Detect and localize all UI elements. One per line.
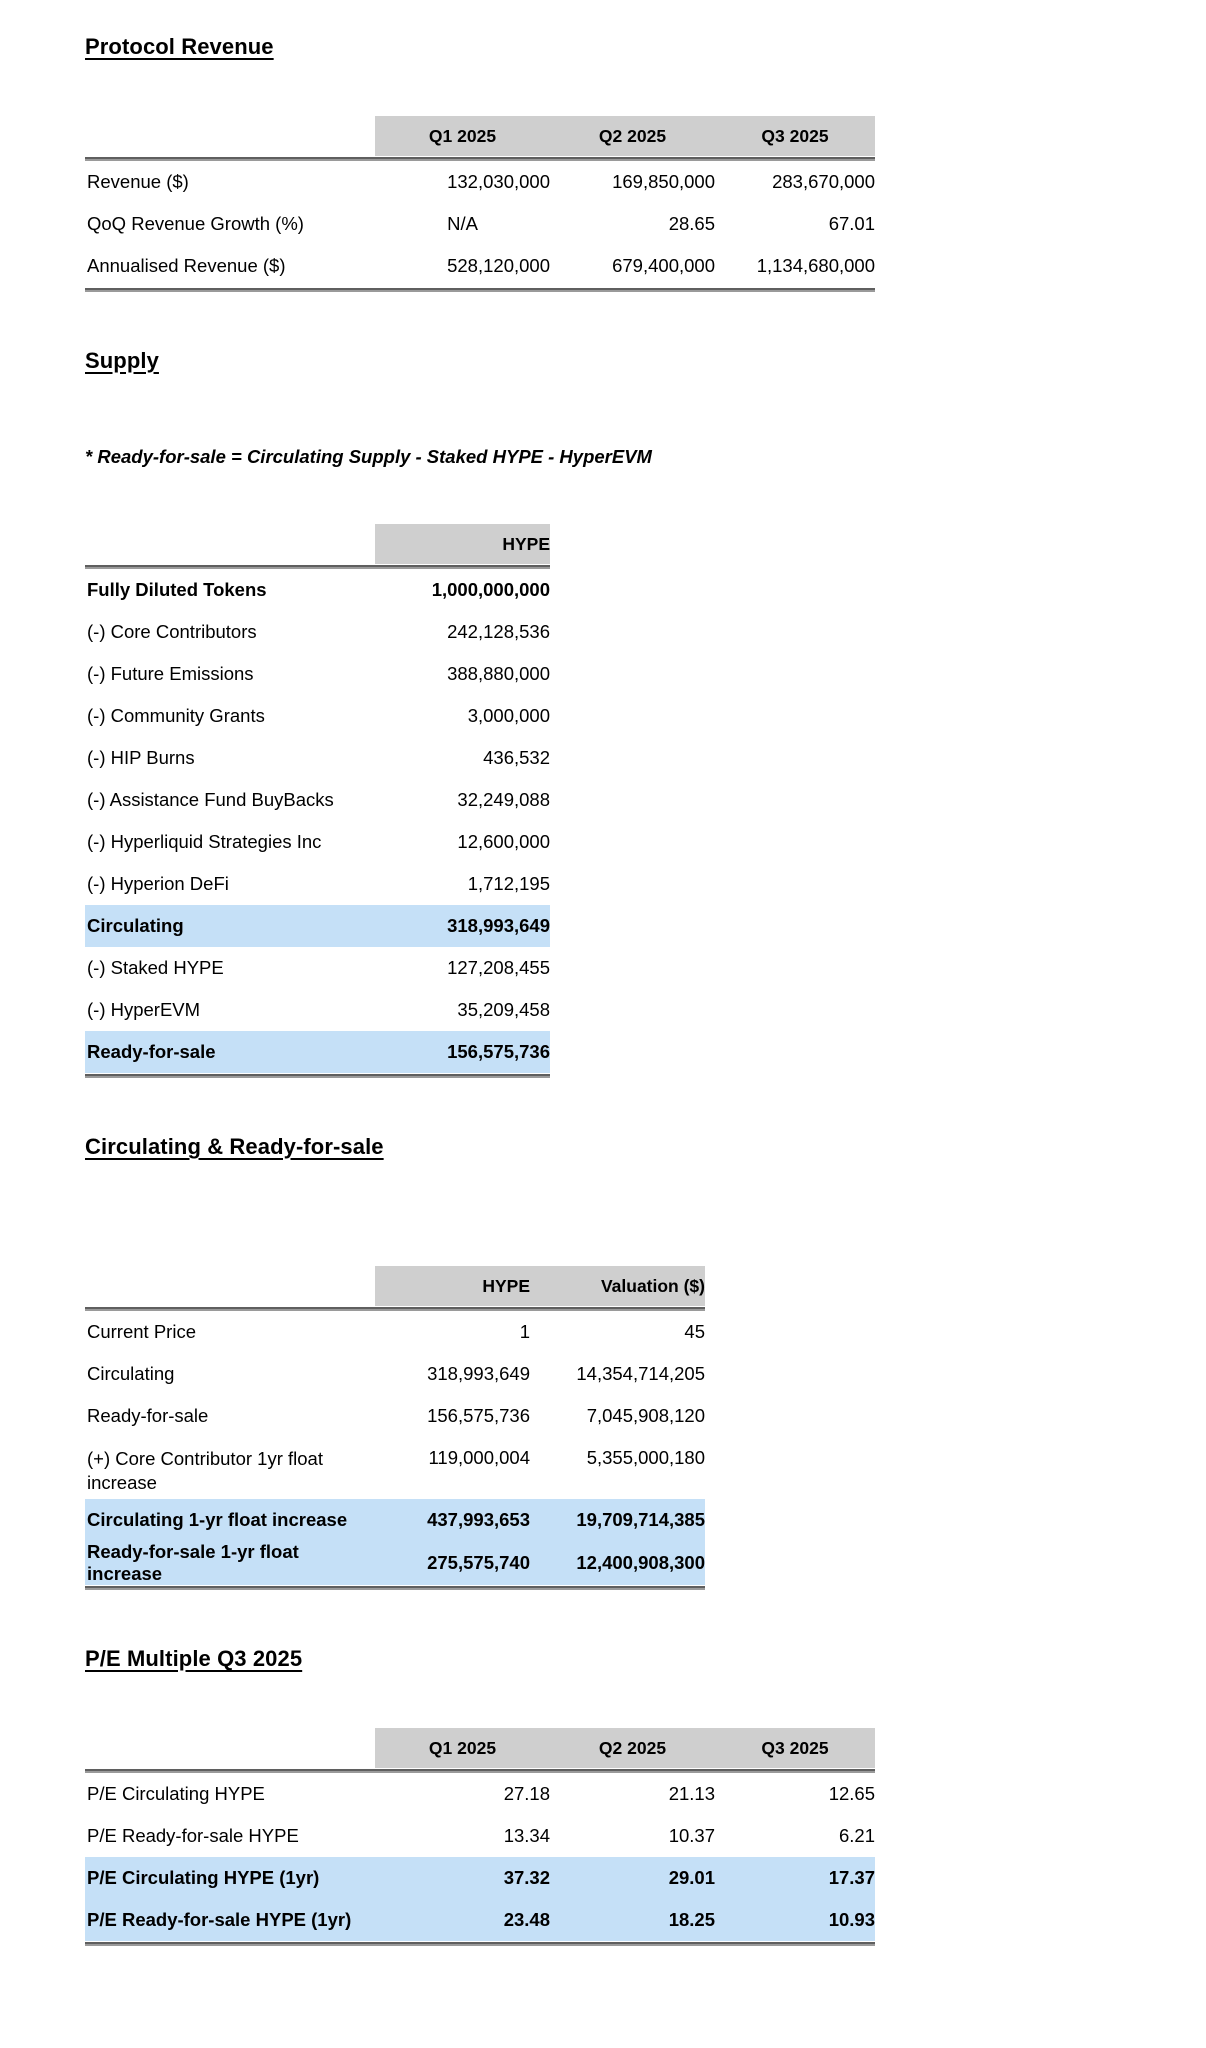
spacer: [0, 1232, 1206, 1266]
row-label: Fully Diluted Tokens: [87, 579, 267, 600]
cell-q3: 12.65: [828, 1783, 875, 1804]
col-header-q3: Q3 2025: [715, 116, 875, 156]
table-row: [85, 1311, 705, 1353]
spacer: [0, 1160, 1206, 1232]
row-label: Revenue ($): [87, 171, 189, 192]
row-label: Circulating: [85, 905, 375, 947]
row-label: [85, 1437, 375, 1499]
cell-hype: 437,993,653: [375, 1499, 530, 1541]
table-row-ready-for-sale-1yr: [85, 1541, 705, 1585]
cell-valuation: 12,400,908,300: [530, 1541, 705, 1585]
cell-q3: 1,134,680,000: [756, 255, 875, 276]
spacer: [0, 1078, 1206, 1134]
rule-line: [85, 1586, 705, 1590]
cell-hype: 156,575,736: [375, 1031, 550, 1073]
table-body-pe-multiple: [85, 1773, 875, 1946]
cell-q1: N/A: [447, 213, 478, 234]
table-row: [85, 245, 875, 287]
table-row: [85, 1353, 705, 1395]
cell-hype: 12,600,000: [457, 831, 550, 852]
col-header-valuation: Valuation ($): [530, 1266, 705, 1306]
table-row: [85, 989, 550, 1031]
supply-formula-note: * Ready-for-sale = Circulating Supply - Staked HYPE - HyperEVM: [85, 446, 652, 467]
row-label: Ready-for-sale: [85, 1031, 375, 1073]
col-header-blank: [85, 116, 375, 156]
row-label: (-) Staked HYPE: [87, 957, 224, 978]
table-row: [85, 1395, 705, 1437]
row-label: Circulating 1-yr float increase: [85, 1499, 375, 1541]
table-row: [85, 821, 550, 863]
row-label: P/E Ready-for-sale HYPE: [87, 1825, 299, 1846]
table-row-pe-ready-for-sale-1yr: [85, 1899, 875, 1941]
col-header-blank: [85, 1266, 375, 1306]
section-circulating-ready-for-sale: [0, 1134, 1206, 1590]
table-row-circulating-1yr: [85, 1499, 705, 1541]
spacer: [0, 1590, 1206, 1646]
rule-line: [85, 1074, 550, 1078]
row-label: Ready-for-sale 1-yr float increase: [85, 1541, 375, 1585]
col-header-q2: Q2 2025: [550, 116, 715, 156]
spacer: [0, 292, 1206, 348]
spacer: [0, 468, 1206, 524]
row-label: QoQ Revenue Growth (%): [87, 213, 304, 234]
spacer: [0, 1672, 1206, 1728]
table-circulating-ready: [85, 1266, 705, 1590]
col-header-blank: [85, 524, 375, 564]
rule-line: [85, 1769, 875, 1773]
cell-q2: 679,400,000: [612, 255, 715, 276]
cell-q1: 37.32: [375, 1857, 550, 1899]
cell-valuation: 14,354,714,205: [576, 1363, 705, 1384]
top-spacer: [0, 0, 1206, 34]
cell-hype: 35,209,458: [457, 999, 550, 1020]
cell-q2: 21.13: [668, 1783, 715, 1804]
table-row: [85, 1815, 875, 1857]
cell-q2: 169,850,000: [612, 171, 715, 192]
table-row: [85, 947, 550, 989]
rule-line: [85, 1307, 705, 1311]
section-pe-multiple: [0, 1646, 1206, 1946]
row-label: Annualised Revenue ($): [87, 255, 286, 276]
cell-hype: 436,532: [483, 747, 550, 768]
table-header-row: [85, 1266, 705, 1306]
cell-hype: 318,993,649: [427, 1363, 530, 1384]
row-label: (-) Core Contributors: [87, 621, 257, 642]
cell-valuation: 19,709,714,385: [530, 1499, 705, 1541]
cell-q2: 28.65: [668, 213, 715, 234]
rule-line: [85, 157, 875, 161]
row-label: Circulating: [87, 1363, 175, 1384]
row-label: (-) Hyperion DeFi: [87, 873, 229, 894]
row-label: P/E Circulating HYPE: [87, 1783, 265, 1804]
table-body-circulating-ready: [85, 1311, 705, 1590]
row-label: (-) Assistance Fund BuyBacks: [87, 789, 334, 810]
cell-hype: 388,880,000: [447, 663, 550, 684]
cell-hype: 3,000,000: [467, 705, 550, 726]
spacer: [0, 374, 1206, 446]
rule-line: [85, 565, 550, 569]
table-row: [85, 779, 550, 821]
cell-q1: 23.48: [375, 1899, 550, 1941]
cell-q1: 13.34: [503, 1825, 550, 1846]
cell-q2: 10.37: [668, 1825, 715, 1846]
cell-valuation: 7,045,908,120: [586, 1405, 705, 1426]
cell-hype: 1,712,195: [467, 873, 550, 894]
table-header-row: [85, 116, 875, 156]
row-label: (-) Hyperliquid Strategies Inc: [87, 831, 322, 852]
cell-q3: 283,670,000: [772, 171, 875, 192]
table-row: [85, 863, 550, 905]
cell-hype: 1: [519, 1321, 530, 1342]
cell-hype: 127,208,455: [447, 957, 550, 978]
cell-hype: 318,993,649: [375, 905, 550, 947]
table-row-circulating: [85, 905, 550, 947]
cell-q1: 132,030,000: [447, 171, 550, 192]
table-protocol-revenue: [85, 116, 875, 292]
table-header-row: [85, 1728, 875, 1768]
table-row-ready-for-sale: [85, 1031, 550, 1073]
section-title-circulating-ready: Circulating & Ready-for-sale: [85, 1134, 384, 1159]
table-row: [85, 569, 550, 611]
col-header-q3: Q3 2025: [715, 1728, 875, 1768]
bottom-spacer: [0, 1946, 1206, 2002]
col-header-q1: Q1 2025: [375, 116, 550, 156]
cell-q3: 17.37: [715, 1857, 875, 1899]
table-pe-multiple: [85, 1728, 875, 1946]
cell-q3: 10.93: [715, 1899, 875, 1941]
cell-hype: 1,000,000,000: [431, 579, 550, 600]
col-header-q2: Q2 2025: [550, 1728, 715, 1768]
cell-hype: 32,249,088: [457, 789, 550, 810]
table-row: [85, 653, 550, 695]
row-label-text: (+) Core Contributor 1yr float increase: [87, 1448, 323, 1493]
table-row: [85, 203, 875, 245]
table-row: [85, 161, 875, 203]
section-title-supply: Supply: [85, 348, 159, 373]
col-header-q1: Q1 2025: [375, 1728, 550, 1768]
row-label: Ready-for-sale: [87, 1405, 209, 1426]
section-supply: [0, 348, 1206, 1078]
cell-q1: 528,120,000: [447, 255, 550, 276]
col-header-hype: HYPE: [375, 1266, 530, 1306]
table-row: [85, 611, 550, 653]
cell-valuation: 5,355,000,180: [586, 1447, 705, 1468]
cell-q1: 27.18: [503, 1783, 550, 1804]
table-row-pe-circulating-1yr: [85, 1857, 875, 1899]
row-label: (-) Community Grants: [87, 705, 265, 726]
cell-hype: 242,128,536: [447, 621, 550, 642]
rule-line: [85, 288, 875, 292]
table-row: [85, 737, 550, 779]
cell-valuation: 45: [684, 1321, 705, 1342]
table-row: [85, 695, 550, 737]
row-label: (-) Future Emissions: [87, 663, 254, 684]
table-supply: [85, 524, 550, 1078]
cell-q2: 18.25: [550, 1899, 715, 1941]
col-header-blank: [85, 1728, 375, 1768]
section-title-pe-multiple: P/E Multiple Q3 2025: [85, 1646, 303, 1671]
table-row: [85, 1437, 705, 1499]
spacer: [0, 60, 1206, 116]
row-label: Current Price: [87, 1321, 196, 1342]
cell-q2: 29.01: [550, 1857, 715, 1899]
cell-hype: 275,575,740: [375, 1541, 530, 1585]
section-protocol-revenue: [0, 34, 1206, 292]
table-row: [85, 1773, 875, 1815]
table-body-supply: [85, 569, 550, 1078]
row-label: (-) HyperEVM: [87, 999, 201, 1020]
row-label: P/E Ready-for-sale HYPE (1yr): [85, 1899, 375, 1941]
row-label: P/E Circulating HYPE (1yr): [85, 1857, 375, 1899]
cell-hype: 156,575,736: [427, 1405, 530, 1426]
row-label: (-) HIP Burns: [87, 747, 195, 768]
cell-q3: 6.21: [838, 1825, 875, 1846]
col-header-hype: HYPE: [375, 524, 550, 564]
rule-line: [85, 1942, 875, 1946]
cell-hype: 119,000,004: [428, 1447, 530, 1468]
section-title-protocol-revenue: Protocol Revenue: [85, 34, 274, 59]
cell-q3: 67.01: [828, 213, 875, 234]
table-header-row: [85, 524, 550, 564]
